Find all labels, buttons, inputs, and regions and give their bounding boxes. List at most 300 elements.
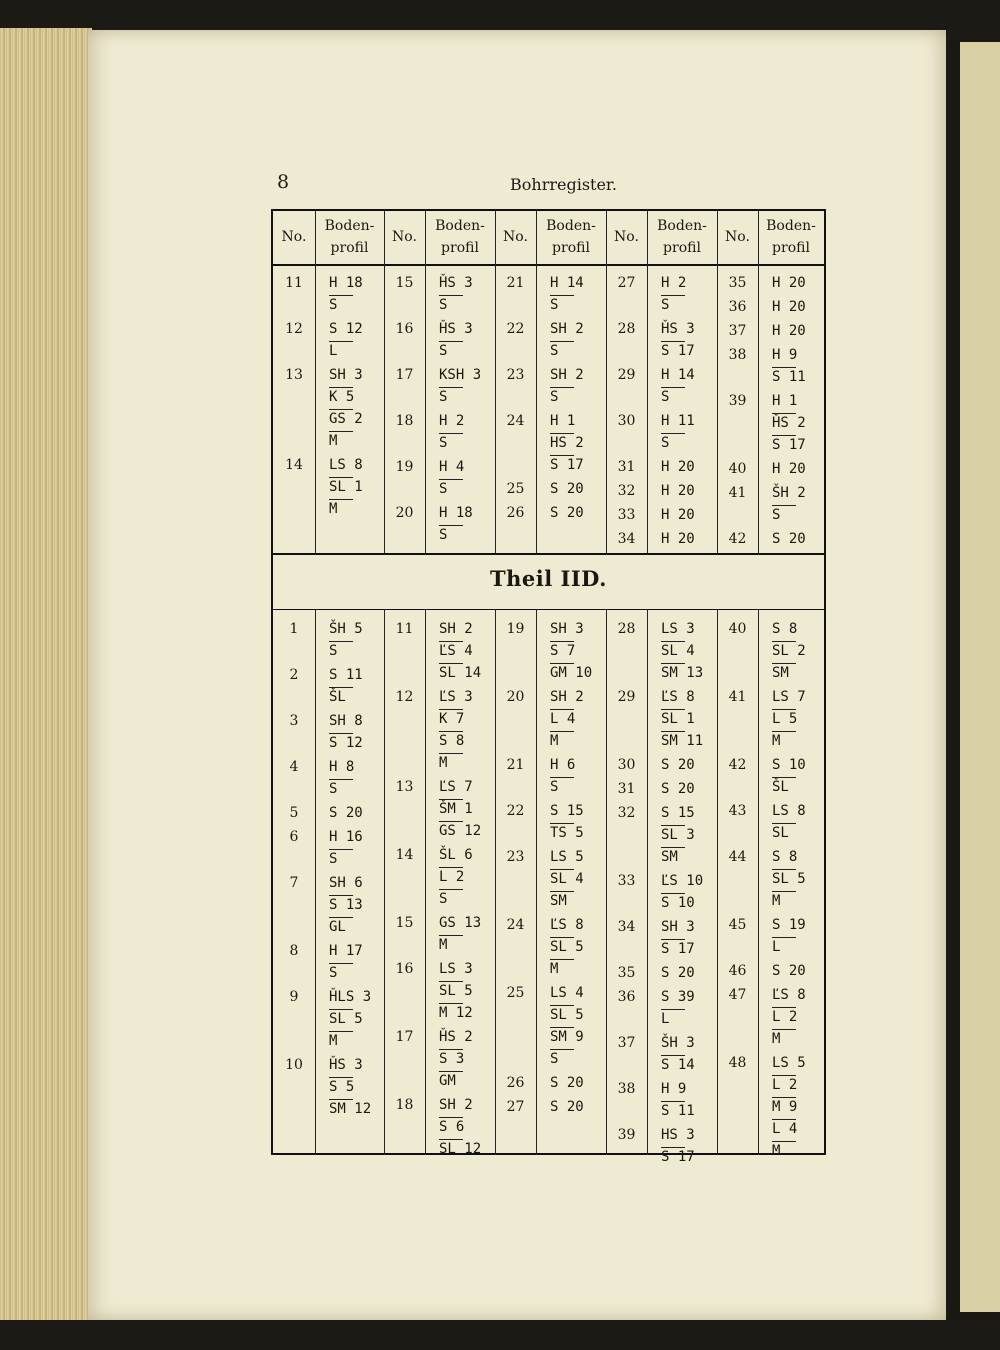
soil-profile-layer: S <box>439 435 448 451</box>
soil-profile-layer: GS 2 <box>329 411 363 427</box>
soil-profile-layer: SL <box>772 825 789 841</box>
layer-divider <box>772 435 796 436</box>
soil-profile-layer: S 8 <box>439 733 465 749</box>
soil-profile-layer: SH 6 <box>329 875 363 891</box>
layer-divider <box>661 1147 685 1148</box>
soil-profile-layer: ȞS 3 <box>439 275 473 291</box>
soil-profile-layer: L 2 <box>772 1009 798 1025</box>
bore-number: 7 <box>289 875 299 891</box>
soil-profile-layer: GM 10 <box>550 665 593 681</box>
bore-number: 40 <box>728 621 747 637</box>
bore-number: 31 <box>617 781 636 797</box>
page-edges <box>0 28 92 1320</box>
bore-number: 23 <box>506 849 525 865</box>
layer-divider <box>439 341 463 342</box>
soil-profile-layer: S <box>439 297 448 313</box>
bore-number: 41 <box>728 485 747 501</box>
soil-profile-layer: SM <box>772 665 789 681</box>
soil-profile-layer: S <box>550 779 559 795</box>
bore-number: 20 <box>506 689 525 705</box>
layer-divider <box>439 981 463 982</box>
bore-number: 21 <box>506 757 525 773</box>
layer-divider <box>439 1139 463 1140</box>
soil-profile-layer: S 20 <box>661 781 695 797</box>
bore-number: 38 <box>728 347 747 363</box>
soil-profile-layer: S 17 <box>661 1149 695 1165</box>
column-rule <box>315 211 316 553</box>
soil-profile-layer: H 18 <box>329 275 363 291</box>
layer-divider <box>329 895 353 896</box>
header-no: No. <box>614 229 639 245</box>
soil-profile-layer: S 6 <box>439 1119 465 1135</box>
layer-divider <box>439 1117 463 1118</box>
soil-profile-layer: SL 5 <box>329 1011 363 1027</box>
soil-profile-layer: SM <box>550 893 567 909</box>
soil-profile-layer: ŠL <box>772 779 789 795</box>
layer-divider <box>550 937 574 938</box>
soil-profile-layer: SH 2 <box>550 689 584 705</box>
bore-number: 18 <box>395 1097 414 1113</box>
soil-profile-layer: S <box>772 507 781 523</box>
soil-profile-layer: GL <box>329 919 346 935</box>
bore-number: 30 <box>617 757 636 773</box>
bore-number: 29 <box>617 689 636 705</box>
bore-number: 33 <box>617 507 636 523</box>
layer-divider <box>772 823 796 824</box>
soil-profile-layer: H 20 <box>661 459 695 475</box>
layer-divider <box>329 341 353 342</box>
layer-divider <box>661 663 685 664</box>
bore-number: 41 <box>728 689 747 705</box>
bore-number: 27 <box>506 1099 525 1115</box>
soil-profile-layer: L <box>329 343 338 359</box>
column-rule <box>315 609 316 1155</box>
layer-divider <box>772 505 796 506</box>
layer-divider <box>661 1009 685 1010</box>
soil-profile-layer: S 11 <box>772 369 806 385</box>
soil-profile-layer: ŠH 5 <box>329 621 363 637</box>
layer-divider <box>550 709 574 710</box>
soil-profile-layer: H 14 <box>550 275 584 291</box>
bore-number: 21 <box>506 275 525 291</box>
soil-profile-layer: ĽS 8 <box>550 917 584 933</box>
soil-profile-layer: S 20 <box>550 1075 584 1091</box>
soil-profile-layer: S 13 <box>329 897 363 913</box>
layer-divider <box>550 777 574 778</box>
bore-number: 44 <box>728 849 747 865</box>
bore-number: 13 <box>395 779 414 795</box>
layer-divider <box>772 731 796 732</box>
layer-divider <box>550 1027 574 1028</box>
layer-divider <box>550 641 574 642</box>
layer-divider <box>772 1119 796 1120</box>
layer-divider <box>661 939 685 940</box>
soil-profile-layer: H 9 <box>772 347 798 363</box>
layer-divider <box>661 847 685 848</box>
soil-profile-layer: L <box>772 939 781 955</box>
header-no: No. <box>725 229 750 245</box>
soil-profile-layer: S 20 <box>772 531 806 547</box>
soil-profile-layer: ĽS 3 <box>439 689 473 705</box>
bore-number: 22 <box>506 321 525 337</box>
soil-profile-layer: S 8 <box>772 621 798 637</box>
soil-profile-layer: S <box>439 891 448 907</box>
layer-divider <box>772 1097 796 1098</box>
soil-profile-layer: H 20 <box>661 507 695 523</box>
bore-number: 2 <box>289 667 299 683</box>
bore-number: 24 <box>506 413 525 429</box>
layer-divider <box>661 433 685 434</box>
soil-profile-layer: SL 4 <box>550 871 584 887</box>
bore-number: 17 <box>395 1029 414 1045</box>
soil-profile-layer: SH 3 <box>661 919 695 935</box>
bore-number: 10 <box>285 1057 303 1073</box>
bore-number: 45 <box>728 917 747 933</box>
layer-divider <box>439 1049 463 1050</box>
bore-number: 36 <box>617 989 636 1005</box>
layer-divider <box>550 823 574 824</box>
soil-profile-layer: S <box>329 851 338 867</box>
soil-profile-layer: ȞLS 3 <box>329 989 372 1005</box>
soil-profile-layer: GS 12 <box>439 823 482 839</box>
bore-number: 26 <box>506 1075 525 1091</box>
bore-number: 14 <box>395 847 414 863</box>
bore-number: 16 <box>395 961 414 977</box>
soil-profile-layer: S 19 <box>772 917 806 933</box>
soil-profile-layer: S <box>439 343 448 359</box>
column-rule <box>647 211 648 553</box>
soil-profile-layer: L 4 <box>772 1121 798 1137</box>
soil-profile-layer: M <box>772 733 781 749</box>
soil-profile-layer: M <box>550 733 559 749</box>
layer-divider <box>772 709 796 710</box>
soil-profile-layer: M <box>439 755 448 771</box>
soil-profile-layer: H 16 <box>329 829 363 845</box>
bore-number: 29 <box>617 367 636 383</box>
soil-profile-layer: H 20 <box>661 531 695 547</box>
soil-profile-layer: SL 3 <box>661 827 695 843</box>
soil-profile-layer: LS 8 <box>772 803 806 819</box>
soil-profile-layer: SH 8 <box>329 713 363 729</box>
soil-profile-layer: ȞS 2 <box>439 1029 473 1045</box>
soil-profile-layer: S <box>661 435 670 451</box>
soil-profile-layer: H 20 <box>772 299 806 315</box>
soil-profile-layer: K 7 <box>439 711 465 727</box>
layer-divider <box>550 341 574 342</box>
column-rule <box>536 211 537 553</box>
layer-divider <box>772 937 796 938</box>
soil-profile-layer: S 12 <box>329 321 363 337</box>
layer-divider <box>772 869 796 870</box>
layer-divider <box>772 641 796 642</box>
soil-profile-layer: LS 7 <box>772 689 806 705</box>
layer-divider <box>661 295 685 296</box>
layer-divider <box>661 641 685 642</box>
soil-profile-layer: L 5 <box>772 711 798 727</box>
soil-profile-layer: LS 5 <box>772 1055 806 1071</box>
soil-profile-layer: S 14 <box>661 1057 695 1073</box>
soil-profile-layer: H 14 <box>661 367 695 383</box>
column-rule <box>425 609 426 1155</box>
layer-divider <box>439 1003 463 1004</box>
section-title: Theil IID. <box>490 566 607 591</box>
soil-profile-layer: H 11 <box>661 413 695 429</box>
layer-divider <box>329 849 353 850</box>
soil-profile-layer: LS 3 <box>439 961 473 977</box>
layer-divider <box>329 499 353 500</box>
soil-profile-layer: H 1 <box>772 393 798 409</box>
layer-divider <box>550 455 574 456</box>
header-no: No. <box>281 229 307 245</box>
soil-profile-layer: H 9 <box>661 1081 687 1097</box>
bore-number: 9 <box>289 989 299 1005</box>
soil-profile-layer: LS 5 <box>550 849 584 865</box>
soil-profile-layer: S <box>439 481 448 497</box>
bore-number: 42 <box>728 757 747 773</box>
layer-divider <box>329 641 353 642</box>
soil-profile-layer: S <box>329 781 338 797</box>
soil-profile-layer: SM 11 <box>661 733 704 749</box>
bore-number: 34 <box>617 919 636 935</box>
column-rule <box>647 609 648 1155</box>
layer-divider <box>550 387 574 388</box>
layer-divider <box>661 709 685 710</box>
bore-number: 20 <box>395 505 414 521</box>
soil-profile-layer: SH 2 <box>439 621 473 637</box>
soil-profile-layer: S 17 <box>772 437 806 453</box>
bore-number: 12 <box>285 321 303 337</box>
soil-profile-layer: S 11 <box>329 667 363 683</box>
soil-profile-layer: ŠL 6 <box>439 847 473 863</box>
header-bodenprofil: Boden- profil <box>546 218 596 256</box>
bore-number: 6 <box>289 829 299 845</box>
layer-divider <box>772 1075 796 1076</box>
bore-number: 4 <box>289 759 299 775</box>
bore-number: 15 <box>395 915 414 931</box>
layer-divider <box>329 1009 353 1010</box>
bore-number: 39 <box>728 393 747 409</box>
soil-profile-layer: ŠM 1 <box>439 801 473 817</box>
soil-profile-layer: S <box>550 389 559 405</box>
layer-divider <box>439 479 463 480</box>
layer-divider <box>772 891 796 892</box>
bore-number: 39 <box>617 1127 636 1143</box>
layer-divider <box>439 1071 463 1072</box>
soil-profile-layer: ĽS 8 <box>661 689 695 705</box>
soil-profile-layer: S 20 <box>772 963 806 979</box>
soil-profile-layer: ĽS 8 <box>772 987 806 1003</box>
layer-divider <box>329 295 353 296</box>
soil-profile-layer: S 15 <box>661 805 695 821</box>
bore-number: 43 <box>728 803 747 819</box>
soil-profile-layer: GM <box>439 1073 456 1089</box>
soil-profile-layer: H 20 <box>772 275 806 291</box>
layer-divider <box>439 641 463 642</box>
soil-profile-layer: SM 12 <box>329 1101 372 1117</box>
soil-profile-layer: S <box>439 527 448 543</box>
layer-divider <box>329 917 353 918</box>
soil-profile-layer: TS 5 <box>550 825 584 841</box>
layer-divider <box>772 367 796 368</box>
soil-profile-layer: H 2 <box>439 413 465 429</box>
layer-divider <box>439 799 463 800</box>
soil-profile-layer: M <box>772 1143 781 1159</box>
soil-profile-layer: S 3 <box>439 1051 465 1067</box>
bore-number: 13 <box>285 367 303 383</box>
header-bodenprofil: Boden- profil <box>435 218 485 256</box>
layer-divider <box>439 753 463 754</box>
bore-number: 19 <box>395 459 414 475</box>
soil-profile-layer: SL 1 <box>661 711 695 727</box>
soil-profile-layer: S <box>329 297 338 313</box>
bore-number: 48 <box>728 1055 747 1071</box>
soil-profile-layer: M <box>439 937 448 953</box>
soil-profile-layer: SL 4 <box>661 643 695 659</box>
bore-number: 11 <box>285 275 303 291</box>
soil-profile-layer: SM 13 <box>661 665 704 681</box>
soil-profile-layer: LS 8 <box>329 457 363 473</box>
bore-number: 35 <box>617 965 636 981</box>
soil-profile-layer: M <box>550 961 559 977</box>
soil-profile-layer: L <box>661 1011 670 1027</box>
soil-profile-layer: SH 2 <box>439 1097 473 1113</box>
soil-profile-layer: SL 5 <box>439 983 473 999</box>
layer-divider <box>439 387 463 388</box>
soil-profile-layer: SL 12 <box>439 1141 482 1157</box>
bore-number: 1 <box>289 621 299 637</box>
soil-profile-layer: S <box>550 297 559 313</box>
column-rule <box>425 211 426 553</box>
bore-number: 37 <box>728 323 747 339</box>
soil-profile-layer: SL 14 <box>439 665 482 681</box>
layer-divider <box>329 431 353 432</box>
header-bodenprofil: Boden- profil <box>324 218 375 256</box>
soil-profile-layer: H 17 <box>329 943 363 959</box>
soil-profile-layer: S 8 <box>772 849 798 865</box>
section-top-rule <box>273 553 824 555</box>
layer-divider <box>550 663 574 664</box>
running-head: Bohrregister. <box>510 175 617 194</box>
column-rule <box>758 211 759 553</box>
soil-profile-layer: ĽS 10 <box>661 873 704 889</box>
soil-profile-layer: M <box>772 1031 781 1047</box>
soil-profile-layer: S 17 <box>661 343 695 359</box>
soil-profile-layer: H 20 <box>772 461 806 477</box>
soil-profile-layer: H 8 <box>329 759 355 775</box>
layer-divider <box>439 663 463 664</box>
soil-profile-layer: S <box>439 389 448 405</box>
soil-profile-layer: H 6 <box>550 757 576 773</box>
soil-profile-layer: HS 2 <box>550 435 584 451</box>
bore-number: 27 <box>617 275 636 291</box>
bore-number: 18 <box>395 413 414 429</box>
bore-number: 32 <box>617 805 636 821</box>
bore-number: 25 <box>506 481 525 497</box>
layer-divider <box>329 1031 353 1032</box>
section-bottom-rule <box>273 609 824 610</box>
bore-number: 26 <box>506 505 525 521</box>
soil-profile-layer: S 10 <box>772 757 806 773</box>
bore-number: 33 <box>617 873 636 889</box>
bore-number: 16 <box>395 321 414 337</box>
bore-number: 5 <box>289 805 299 821</box>
layer-divider <box>439 433 463 434</box>
bore-number: 31 <box>617 459 636 475</box>
bore-number: 8 <box>289 943 299 959</box>
layer-divider <box>550 1049 574 1050</box>
layer-divider <box>439 709 463 710</box>
soil-profile-layer: S 20 <box>661 757 695 773</box>
soil-profile-layer: S <box>661 389 670 405</box>
layer-divider <box>439 889 463 890</box>
soil-profile-layer: H 18 <box>439 505 473 521</box>
layer-divider <box>661 387 685 388</box>
soil-profile-layer: H 4 <box>439 459 465 475</box>
bore-number: 32 <box>617 483 636 499</box>
layer-divider <box>550 295 574 296</box>
layer-divider <box>329 1099 353 1100</box>
soil-profile-layer: SH 2 <box>550 367 584 383</box>
layer-divider <box>661 1055 685 1056</box>
bore-number: 12 <box>395 689 414 705</box>
soil-profile-layer: S <box>661 297 670 313</box>
soil-profile-layer: L 2 <box>439 869 465 885</box>
soil-profile-layer: H 2 <box>661 275 687 291</box>
header-no: No. <box>392 229 417 245</box>
bore-number: 23 <box>506 367 525 383</box>
bore-number: 28 <box>617 621 636 637</box>
header-bodenprofil: Boden- profil <box>766 218 816 256</box>
soil-profile-layer: S 15 <box>550 803 584 819</box>
soil-profile-layer: S 20 <box>329 805 363 821</box>
soil-profile-layer: ĽS 7 <box>439 779 473 795</box>
bore-number: 34 <box>617 531 636 547</box>
bore-number: 40 <box>728 461 747 477</box>
layer-divider <box>329 409 353 410</box>
soil-profile-layer: S 11 <box>661 1103 695 1119</box>
bore-number: 11 <box>395 621 414 637</box>
soil-profile-layer: SL 5 <box>550 1007 584 1023</box>
layer-divider <box>329 687 353 688</box>
soil-profile-layer: LS 3 <box>661 621 695 637</box>
soil-profile-layer: M 9 <box>772 1099 798 1115</box>
soil-profile-layer: M 12 <box>439 1005 473 1021</box>
layer-divider <box>550 433 574 434</box>
layer-divider <box>439 935 463 936</box>
bore-number: 36 <box>728 299 747 315</box>
layer-divider <box>329 733 353 734</box>
layer-divider <box>329 779 353 780</box>
soil-profile-layer: KSH 3 <box>439 367 482 383</box>
bore-number: 46 <box>728 963 747 979</box>
layer-divider <box>772 777 796 778</box>
soil-profile-layer: ȞS 3 <box>329 1057 363 1073</box>
layer-divider <box>439 525 463 526</box>
facing-page-edge <box>960 42 1000 1312</box>
layer-divider <box>772 1141 796 1142</box>
soil-profile-layer: S 5 <box>329 1079 355 1095</box>
soil-profile-layer: SL 2 <box>772 643 806 659</box>
layer-divider <box>550 959 574 960</box>
layer-divider <box>439 867 463 868</box>
soil-profile-layer: SL 1 <box>329 479 363 495</box>
layer-divider <box>329 963 353 964</box>
soil-profile-layer: GS 13 <box>439 915 482 931</box>
soil-profile-layer: K 5 <box>329 389 355 405</box>
soil-profile-layer: SL 5 <box>772 871 806 887</box>
soil-profile-layer: M <box>329 433 338 449</box>
layer-divider <box>661 825 685 826</box>
